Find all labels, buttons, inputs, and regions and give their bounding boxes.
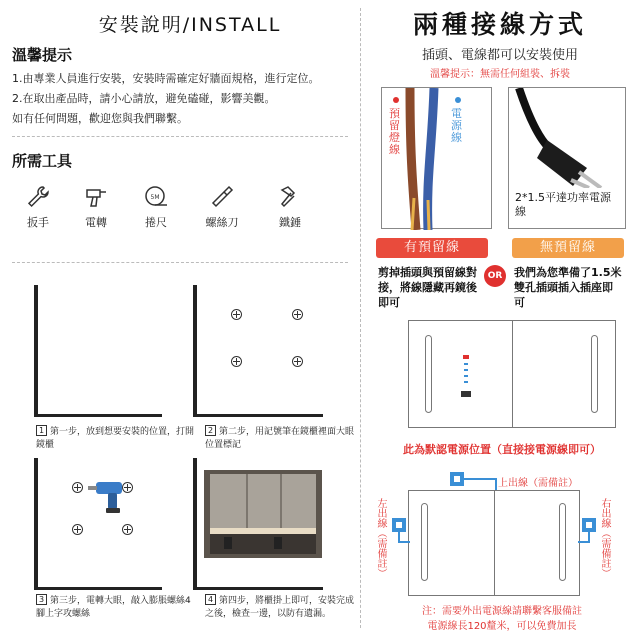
tool-label: 捲尺 [145, 216, 167, 229]
tip-3: 如有任何問題，歡迎您與我們聯繫。 [12, 112, 188, 125]
plug-caption: 2*1.5平達功率電源線 [515, 191, 611, 218]
light-strip [425, 335, 432, 413]
tool-screwdriver [194, 184, 250, 230]
or-badge: OR [484, 265, 506, 287]
tip-1: 1.由專業人員進行安裝，安裝時需確定好牆面規格，進行定位。 [12, 72, 320, 85]
reserved-wire-badge: 有預留線 [376, 238, 488, 258]
reserved-wire-desc: 剪掉插頭與預留線對接，將線隱藏再鏡後即可 [378, 266, 477, 309]
tips-list [12, 69, 372, 129]
floor-line [193, 414, 323, 417]
floor-line [34, 414, 162, 417]
light-strip [559, 503, 566, 581]
wire-photo [381, 87, 492, 229]
tool-label: 螺絲刀 [205, 216, 239, 229]
screw-mark-icon [292, 356, 303, 367]
step-4-caption: 4 第四步，將櫃掛上即可，安裝完成之後，檢查一邊，以防有遺漏。 [205, 595, 355, 619]
power-wire-label: 電源線 [451, 107, 462, 144]
screw-mark-icon [292, 309, 303, 320]
outlet-note-line-2: 電源線長120釐米，可以免費加長 [427, 621, 577, 632]
left-outlet-icon [390, 516, 410, 544]
step-1-caption: 1 第一步，放到想要安裝的位置，打開鏡櫃 [36, 426, 195, 450]
tools-row [10, 184, 310, 240]
wiring-subtitle: 插頭、電線都可以安裝使用 [421, 48, 578, 63]
floor-line [193, 587, 323, 590]
hammer-icon [277, 184, 303, 210]
screw-mark-icon [231, 356, 242, 367]
installed-cabinet-photo [204, 470, 322, 558]
tips-title: 溫馨提示 [12, 46, 73, 64]
screw-mark-icon [72, 482, 83, 493]
no-reserved-wire-desc: 我們為您準備了1.5米雙孔插頭插入插座即可 [514, 266, 622, 309]
svg-text:5M: 5M [150, 194, 160, 201]
step-number: 1 [36, 425, 47, 436]
top-outlet-label: 上出線（需備註） [498, 478, 578, 489]
floor-line [34, 587, 162, 590]
right-outlet-label: 右出線（需備註） [599, 498, 610, 578]
divider [12, 262, 348, 263]
wall-line [34, 458, 38, 590]
left-outlet-label: 左出線（需備註） [375, 498, 386, 578]
wall-line [193, 285, 197, 417]
power-drill-icon [86, 476, 132, 516]
step-number: 3 [36, 594, 47, 605]
outlet-note-line-1: 注：需要外出電源線請聯繫客服備註 [422, 606, 582, 617]
plug-photo [508, 87, 626, 229]
column-divider [360, 8, 361, 628]
tool-label: 扳手 [27, 216, 49, 229]
tool-label: 鐵錘 [279, 216, 301, 229]
wiring-title: 兩種接線方式 [412, 10, 587, 39]
tools-title: 所需工具 [12, 152, 73, 170]
outlet-note [376, 604, 628, 634]
screw-mark-icon [122, 524, 133, 535]
plug-illustration [509, 88, 627, 188]
top-outlet-icon [450, 470, 500, 490]
step-number: 2 [205, 425, 216, 436]
tool-tape [128, 184, 184, 230]
power-socket-icon [459, 355, 475, 401]
mirror-cabinet-diagram [408, 320, 616, 428]
reserved-wire-label: 預留燈線 [389, 107, 400, 156]
install-title: 安裝說明/INSTALL [98, 14, 282, 36]
right-outlet-icon [578, 516, 598, 544]
divider [12, 136, 348, 137]
wall-line [193, 458, 197, 590]
tape-measure-icon [143, 184, 169, 210]
mirror-divider [494, 491, 495, 595]
mirror-cabinet-outlet-diagram [408, 490, 580, 596]
no-reserved-wire-badge: 無預留線 [512, 238, 624, 258]
screwdriver-icon [209, 184, 235, 210]
tool-hammer [262, 184, 318, 230]
tool-drill [68, 184, 124, 230]
mirror-divider [512, 321, 513, 427]
drill-icon [83, 184, 109, 210]
default-power-note: 此為默認電源位置（直接接電源線即可） [403, 443, 601, 456]
step-3-caption: 3 第三步，電轉大眼，敲入膨脹螺絲4腳上字攻螺絲 [36, 595, 191, 619]
step-number: 4 [205, 594, 216, 605]
light-strip [591, 335, 598, 413]
wiring-warning: 溫馨提示：無需任何組裝、拆裝 [430, 69, 570, 80]
tip-2: 2.在取出產品時，請小心請放，避免磕碰，影響美觀。 [12, 92, 276, 105]
tool-wrench [10, 184, 66, 230]
screw-mark-icon [231, 309, 242, 320]
wall-line [34, 285, 38, 417]
screw-mark-icon [72, 524, 83, 535]
step-2-caption: 2 第二步，用記號筆在鏡櫃裡面大眼位置標記 [205, 426, 355, 450]
wrench-icon [25, 184, 51, 210]
tool-label: 電轉 [85, 216, 107, 229]
light-strip [421, 503, 428, 581]
